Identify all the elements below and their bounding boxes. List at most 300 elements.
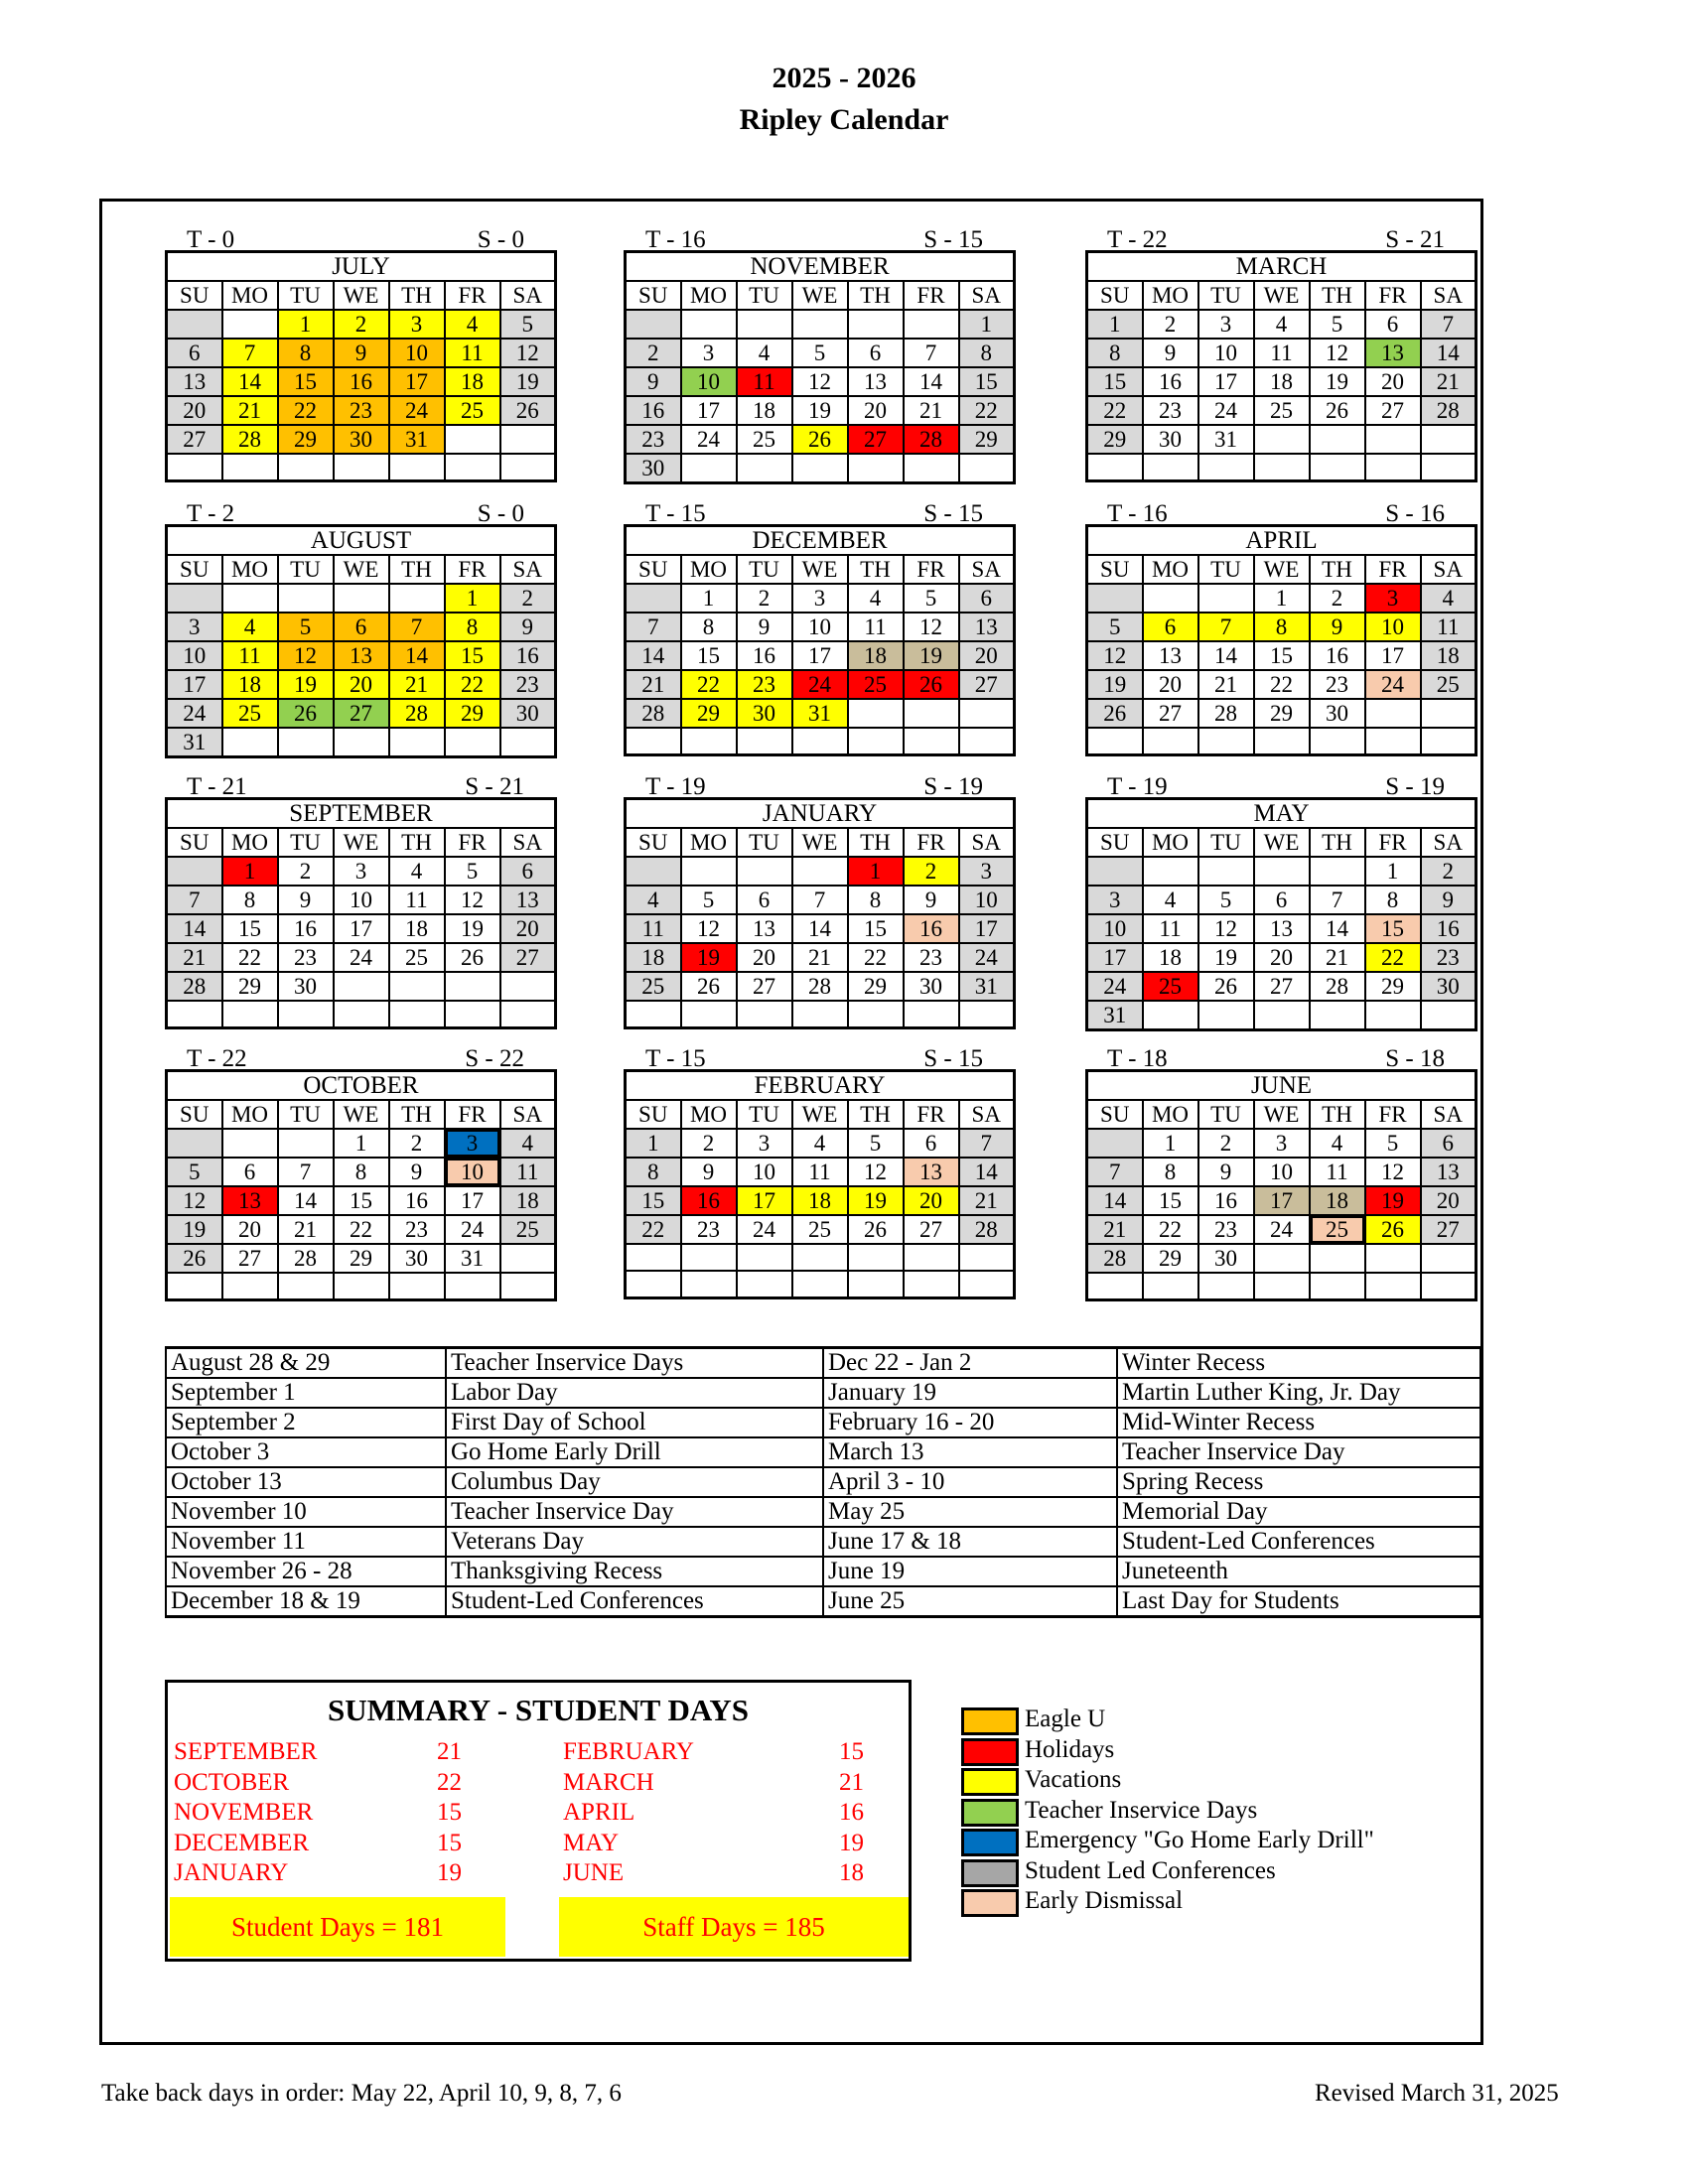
day-cell: 26 bbox=[167, 1244, 222, 1273]
event-date: January 19 bbox=[823, 1378, 1117, 1408]
empty-cell bbox=[445, 425, 500, 454]
day-cell: 25 bbox=[792, 1215, 848, 1244]
day-cell: 19 bbox=[500, 367, 556, 396]
day-cell: 2 bbox=[500, 584, 556, 613]
empty-cell bbox=[681, 1001, 737, 1027]
legend-swatch bbox=[961, 1889, 1019, 1917]
day-cell: 12 bbox=[1198, 914, 1254, 943]
empty-cell bbox=[1087, 1129, 1143, 1158]
month-table bbox=[165, 797, 557, 1029]
empty-cell bbox=[1365, 728, 1421, 754]
day-cell: 8 bbox=[1087, 339, 1143, 367]
day-cell: 7 bbox=[959, 1129, 1015, 1158]
day-cell: 15 bbox=[681, 641, 737, 670]
day-cell: 16 bbox=[1421, 914, 1477, 943]
day-cell: 1 bbox=[222, 857, 278, 886]
day-name-header: WE bbox=[1254, 281, 1310, 310]
day-cell: 8 bbox=[334, 1158, 389, 1186]
day-name-header: SA bbox=[1421, 555, 1477, 584]
empty-cell bbox=[1365, 1244, 1421, 1273]
day-cell: 11 bbox=[389, 886, 445, 914]
day-cell: 24 bbox=[334, 943, 389, 972]
day-name-header: MO bbox=[681, 555, 737, 584]
day-cell: 16 bbox=[681, 1186, 737, 1215]
day-cell: 18 bbox=[222, 670, 278, 699]
day-cell: 14 bbox=[626, 641, 681, 670]
events-table bbox=[165, 1346, 1481, 1618]
day-cell: 20 bbox=[222, 1215, 278, 1244]
day-cell: 29 bbox=[278, 425, 334, 454]
day-cell: 20 bbox=[848, 396, 904, 425]
day-name-header: SA bbox=[1421, 281, 1477, 310]
day-cell: 15 bbox=[959, 367, 1015, 396]
day-cell: 19 bbox=[1087, 670, 1143, 699]
month-table bbox=[1085, 250, 1477, 482]
day-name-header: SA bbox=[1421, 828, 1477, 857]
day-cell: 22 bbox=[848, 943, 904, 972]
day-cell: 31 bbox=[389, 425, 445, 454]
empty-cell bbox=[500, 972, 556, 1001]
empty-cell bbox=[167, 584, 222, 613]
day-cell: 19 bbox=[681, 943, 737, 972]
day-cell: 25 bbox=[222, 699, 278, 728]
month-name: JULY bbox=[167, 252, 556, 282]
day-cell: 8 bbox=[848, 886, 904, 914]
event-date: Dec 22 - Jan 2 bbox=[823, 1348, 1117, 1379]
day-name-header: TU bbox=[737, 281, 792, 310]
student-days-count: S - 21 bbox=[465, 773, 524, 800]
month-counts bbox=[165, 226, 560, 253]
day-cell: 17 bbox=[1365, 641, 1421, 670]
empty-cell bbox=[1365, 699, 1421, 728]
student-days-count: S - 19 bbox=[1385, 773, 1445, 800]
empty-cell bbox=[626, 1001, 681, 1027]
event-date: September 2 bbox=[166, 1408, 446, 1437]
empty-cell bbox=[1310, 1001, 1365, 1030]
day-cell: 2 bbox=[389, 1129, 445, 1158]
day-name-header: MO bbox=[222, 1100, 278, 1129]
day-cell: 14 bbox=[792, 914, 848, 943]
day-name-header: TU bbox=[1198, 828, 1254, 857]
day-cell: 27 bbox=[1254, 972, 1310, 1001]
day-name-header: FR bbox=[1365, 828, 1421, 857]
day-cell: 25 bbox=[1310, 1215, 1365, 1244]
day-cell: 6 bbox=[167, 339, 222, 367]
day-cell: 14 bbox=[278, 1186, 334, 1215]
day-cell: 21 bbox=[167, 943, 222, 972]
teacher-days-count: T - 15 bbox=[645, 1045, 706, 1072]
day-name-header: MO bbox=[681, 281, 737, 310]
day-cell: 22 bbox=[445, 670, 500, 699]
empty-cell bbox=[1143, 1273, 1198, 1299]
empty-cell bbox=[959, 454, 1015, 483]
day-cell: 6 bbox=[848, 339, 904, 367]
empty-cell bbox=[334, 1001, 389, 1027]
day-cell: 21 bbox=[1310, 943, 1365, 972]
empty-cell bbox=[737, 310, 792, 339]
day-name-header: TU bbox=[737, 1100, 792, 1129]
empty-cell bbox=[848, 1001, 904, 1027]
empty-cell bbox=[334, 1273, 389, 1299]
day-cell: 13 bbox=[167, 367, 222, 396]
day-cell: 6 bbox=[500, 857, 556, 886]
empty-cell bbox=[1198, 728, 1254, 754]
day-cell: 5 bbox=[1365, 1129, 1421, 1158]
day-cell: 10 bbox=[445, 1158, 500, 1186]
teacher-days-count: T - 15 bbox=[645, 500, 706, 527]
empty-cell bbox=[1087, 454, 1143, 480]
student-days-count: S - 21 bbox=[1385, 226, 1445, 253]
day-name-header: WE bbox=[334, 281, 389, 310]
legend-label: Early Dismissal bbox=[1025, 1887, 1184, 1914]
day-name-header: SA bbox=[500, 1100, 556, 1129]
day-cell: 23 bbox=[681, 1215, 737, 1244]
month-name: JUNE bbox=[1087, 1071, 1477, 1101]
day-cell: 11 bbox=[1310, 1158, 1365, 1186]
day-cell: 7 bbox=[904, 339, 959, 367]
empty-cell bbox=[904, 1001, 959, 1027]
empty-cell bbox=[737, 1001, 792, 1027]
day-cell: 29 bbox=[1254, 699, 1310, 728]
day-cell: 27 bbox=[737, 972, 792, 1001]
empty-cell bbox=[904, 310, 959, 339]
month-table bbox=[165, 524, 557, 758]
legend-label: Holidays bbox=[1025, 1735, 1115, 1763]
day-cell: 8 bbox=[1365, 886, 1421, 914]
day-name-header: MO bbox=[681, 1100, 737, 1129]
empty-cell bbox=[626, 728, 681, 754]
day-cell: 29 bbox=[1087, 425, 1143, 454]
empty-cell bbox=[278, 1273, 334, 1299]
day-cell: 13 bbox=[848, 367, 904, 396]
day-cell: 10 bbox=[1365, 613, 1421, 641]
day-cell: 19 bbox=[1198, 943, 1254, 972]
day-cell: 6 bbox=[959, 584, 1015, 613]
event-description: Go Home Early Drill bbox=[446, 1437, 823, 1467]
day-cell: 9 bbox=[1143, 339, 1198, 367]
day-cell: 17 bbox=[167, 670, 222, 699]
empty-cell bbox=[445, 1273, 500, 1299]
day-cell: 10 bbox=[167, 641, 222, 670]
day-cell: 11 bbox=[848, 613, 904, 641]
empty-cell bbox=[626, 310, 681, 339]
day-cell: 26 bbox=[500, 396, 556, 425]
day-cell: 10 bbox=[334, 886, 389, 914]
day-cell: 6 bbox=[1365, 310, 1421, 339]
student-days-count: S - 19 bbox=[923, 773, 983, 800]
day-name-header: WE bbox=[792, 555, 848, 584]
empty-cell bbox=[681, 857, 737, 886]
day-cell: 13 bbox=[1254, 914, 1310, 943]
day-cell: 30 bbox=[278, 972, 334, 1001]
day-cell: 22 bbox=[1143, 1215, 1198, 1244]
day-cell: 19 bbox=[278, 670, 334, 699]
day-cell: 17 bbox=[1198, 367, 1254, 396]
empty-cell bbox=[1198, 1273, 1254, 1299]
day-name-header: SU bbox=[626, 281, 681, 310]
day-cell: 24 bbox=[167, 699, 222, 728]
empty-cell bbox=[737, 857, 792, 886]
day-cell: 7 bbox=[389, 613, 445, 641]
day-cell: 12 bbox=[1087, 641, 1143, 670]
day-cell: 16 bbox=[1198, 1186, 1254, 1215]
month-table bbox=[624, 524, 1016, 756]
day-cell: 24 bbox=[1087, 972, 1143, 1001]
day-cell: 16 bbox=[626, 396, 681, 425]
day-cell: 1 bbox=[445, 584, 500, 613]
empty-cell bbox=[445, 454, 500, 480]
day-cell: 13 bbox=[1421, 1158, 1477, 1186]
day-cell: 6 bbox=[1254, 886, 1310, 914]
day-cell: 1 bbox=[626, 1129, 681, 1158]
day-cell: 18 bbox=[1254, 367, 1310, 396]
day-cell: 20 bbox=[1143, 670, 1198, 699]
day-cell: 12 bbox=[1310, 339, 1365, 367]
day-name-header: TH bbox=[848, 281, 904, 310]
day-cell: 17 bbox=[334, 914, 389, 943]
day-cell: 6 bbox=[222, 1158, 278, 1186]
month-name: MAY bbox=[1087, 799, 1477, 829]
day-name-header: FR bbox=[904, 555, 959, 584]
month-counts bbox=[165, 773, 560, 800]
day-name-header: TH bbox=[389, 828, 445, 857]
day-name-header: FR bbox=[1365, 1100, 1421, 1129]
summary-month: FEBRUARY bbox=[563, 1738, 694, 1765]
month-name: FEBRUARY bbox=[626, 1071, 1015, 1101]
empty-cell bbox=[389, 1273, 445, 1299]
day-name-header: FR bbox=[1365, 281, 1421, 310]
event-description: Juneteenth bbox=[1117, 1557, 1480, 1586]
day-cell: 18 bbox=[1421, 641, 1477, 670]
empty-cell bbox=[848, 454, 904, 483]
day-cell: 6 bbox=[334, 613, 389, 641]
empty-cell bbox=[904, 728, 959, 754]
day-cell: 3 bbox=[1365, 584, 1421, 613]
day-cell: 24 bbox=[1365, 670, 1421, 699]
day-cell: 14 bbox=[167, 914, 222, 943]
day-name-header: MO bbox=[681, 828, 737, 857]
legend-swatch bbox=[961, 1707, 1019, 1735]
day-cell: 18 bbox=[792, 1186, 848, 1215]
day-cell: 9 bbox=[500, 613, 556, 641]
day-name-header: WE bbox=[1254, 555, 1310, 584]
day-cell: 7 bbox=[278, 1158, 334, 1186]
day-cell: 28 bbox=[904, 425, 959, 454]
day-name-header: MO bbox=[1143, 281, 1198, 310]
day-cell: 24 bbox=[389, 396, 445, 425]
day-cell: 29 bbox=[1143, 1244, 1198, 1273]
event-row bbox=[166, 1557, 1480, 1586]
legend-label: Student Led Conferences bbox=[1025, 1856, 1276, 1884]
empty-cell bbox=[334, 972, 389, 1001]
day-cell: 12 bbox=[681, 914, 737, 943]
day-cell: 7 bbox=[1310, 886, 1365, 914]
event-description: First Day of School bbox=[446, 1408, 823, 1437]
student-days-count: S - 0 bbox=[477, 226, 524, 253]
day-cell: 2 bbox=[1310, 584, 1365, 613]
teacher-days-count: T - 2 bbox=[187, 500, 235, 527]
day-cell: 30 bbox=[904, 972, 959, 1001]
day-cell: 23 bbox=[1198, 1215, 1254, 1244]
empty-cell bbox=[389, 454, 445, 480]
day-cell: 19 bbox=[1365, 1186, 1421, 1215]
empty-cell bbox=[1087, 728, 1143, 754]
day-cell: 3 bbox=[792, 584, 848, 613]
legend-label: Eagle U bbox=[1025, 1706, 1106, 1732]
day-cell: 20 bbox=[1365, 367, 1421, 396]
day-name-header: FR bbox=[445, 828, 500, 857]
empty-cell bbox=[626, 857, 681, 886]
day-cell: 16 bbox=[334, 367, 389, 396]
day-name-header: SA bbox=[1421, 1100, 1477, 1129]
empty-cell bbox=[1421, 728, 1477, 754]
legend-swatch bbox=[961, 1738, 1019, 1766]
day-cell: 25 bbox=[1421, 670, 1477, 699]
day-cell: 8 bbox=[959, 339, 1015, 367]
day-cell: 13 bbox=[959, 613, 1015, 641]
empty-cell bbox=[389, 1001, 445, 1027]
day-cell: 18 bbox=[737, 396, 792, 425]
empty-cell bbox=[737, 1244, 792, 1271]
day-cell: 4 bbox=[389, 857, 445, 886]
day-cell: 3 bbox=[959, 857, 1015, 886]
empty-cell bbox=[167, 1001, 222, 1027]
empty-cell bbox=[278, 454, 334, 480]
day-cell: 31 bbox=[1087, 1001, 1143, 1030]
month-counts bbox=[1085, 773, 1480, 800]
day-cell: 9 bbox=[626, 367, 681, 396]
day-cell: 30 bbox=[334, 425, 389, 454]
day-cell: 11 bbox=[1254, 339, 1310, 367]
day-name-header: MO bbox=[222, 828, 278, 857]
month-table bbox=[165, 1069, 557, 1301]
teacher-days-count: T - 16 bbox=[645, 226, 706, 253]
day-cell: 28 bbox=[167, 972, 222, 1001]
day-cell: 3 bbox=[1254, 1129, 1310, 1158]
empty-cell bbox=[959, 1001, 1015, 1027]
month-counts bbox=[624, 773, 1019, 800]
empty-cell bbox=[737, 728, 792, 754]
day-cell: 5 bbox=[848, 1129, 904, 1158]
month-counts bbox=[624, 1045, 1019, 1072]
summary-count: 15 bbox=[839, 1738, 864, 1765]
day-name-header: FR bbox=[445, 1100, 500, 1129]
summary-month: NOVEMBER bbox=[174, 1799, 314, 1826]
day-name-header: FR bbox=[1365, 555, 1421, 584]
month-counts bbox=[624, 226, 1019, 253]
empty-cell bbox=[1143, 728, 1198, 754]
day-cell: 28 bbox=[278, 1244, 334, 1273]
summary-box bbox=[165, 1680, 912, 1962]
day-name-header: SU bbox=[626, 828, 681, 857]
day-cell: 7 bbox=[1421, 310, 1477, 339]
summary-count: 19 bbox=[437, 1859, 462, 1886]
day-cell: 26 bbox=[792, 425, 848, 454]
day-cell: 2 bbox=[278, 857, 334, 886]
day-cell: 23 bbox=[1310, 670, 1365, 699]
day-cell: 26 bbox=[1365, 1215, 1421, 1244]
day-cell: 17 bbox=[1087, 943, 1143, 972]
empty-cell bbox=[1365, 1001, 1421, 1030]
day-cell: 1 bbox=[1087, 310, 1143, 339]
empty-cell bbox=[681, 728, 737, 754]
day-cell: 27 bbox=[959, 670, 1015, 699]
summary-count: 16 bbox=[839, 1799, 864, 1826]
day-name-header: SA bbox=[959, 828, 1015, 857]
summary-count: 15 bbox=[437, 1799, 462, 1826]
month-table bbox=[165, 250, 557, 482]
day-cell: 6 bbox=[1421, 1129, 1477, 1158]
day-cell: 3 bbox=[1087, 886, 1143, 914]
day-cell: 16 bbox=[389, 1186, 445, 1215]
month-name: DECEMBER bbox=[626, 526, 1015, 556]
empty-cell bbox=[1421, 1273, 1477, 1299]
day-cell: 25 bbox=[1143, 972, 1198, 1001]
day-cell: 4 bbox=[445, 310, 500, 339]
day-cell: 11 bbox=[626, 914, 681, 943]
empty-cell bbox=[1254, 728, 1310, 754]
day-cell: 29 bbox=[222, 972, 278, 1001]
day-cell: 9 bbox=[334, 339, 389, 367]
empty-cell bbox=[445, 972, 500, 1001]
empty-cell bbox=[792, 857, 848, 886]
student-days-count: S - 0 bbox=[477, 500, 524, 527]
day-cell: 12 bbox=[500, 339, 556, 367]
day-cell: 8 bbox=[626, 1158, 681, 1186]
month-name: MARCH bbox=[1087, 252, 1477, 282]
day-cell: 3 bbox=[1198, 310, 1254, 339]
day-cell: 1 bbox=[1254, 584, 1310, 613]
month-table bbox=[1085, 797, 1477, 1031]
empty-cell bbox=[1143, 1001, 1198, 1030]
empty-cell bbox=[1310, 1244, 1365, 1273]
day-cell: 18 bbox=[445, 367, 500, 396]
empty-cell bbox=[1421, 425, 1477, 454]
day-cell: 17 bbox=[737, 1186, 792, 1215]
summary-count: 21 bbox=[839, 1768, 864, 1796]
day-cell: 14 bbox=[389, 641, 445, 670]
day-name-header: TU bbox=[278, 828, 334, 857]
day-cell: 16 bbox=[1143, 367, 1198, 396]
day-cell: 22 bbox=[626, 1215, 681, 1244]
day-cell: 4 bbox=[1143, 886, 1198, 914]
event-row bbox=[166, 1437, 1480, 1467]
empty-cell bbox=[389, 972, 445, 1001]
empty-cell bbox=[792, 728, 848, 754]
teacher-days-count: T - 22 bbox=[187, 1045, 247, 1072]
day-cell: 20 bbox=[959, 641, 1015, 670]
month-counts bbox=[1085, 1045, 1480, 1072]
day-cell: 10 bbox=[1198, 339, 1254, 367]
event-row bbox=[166, 1527, 1480, 1557]
day-name-header: SA bbox=[500, 828, 556, 857]
teacher-days-count: T - 22 bbox=[1107, 226, 1168, 253]
day-cell: 15 bbox=[278, 367, 334, 396]
day-cell: 1 bbox=[1365, 857, 1421, 886]
day-cell: 20 bbox=[167, 396, 222, 425]
day-cell: 12 bbox=[445, 886, 500, 914]
day-cell: 2 bbox=[626, 339, 681, 367]
event-description: Student-Led Conferences bbox=[446, 1586, 823, 1617]
day-name-header: MO bbox=[1143, 555, 1198, 584]
day-cell: 24 bbox=[681, 425, 737, 454]
day-name-header: WE bbox=[792, 828, 848, 857]
empty-cell bbox=[222, 454, 278, 480]
day-cell: 7 bbox=[222, 339, 278, 367]
empty-cell bbox=[500, 425, 556, 454]
empty-cell bbox=[500, 728, 556, 757]
day-name-header: TH bbox=[389, 281, 445, 310]
